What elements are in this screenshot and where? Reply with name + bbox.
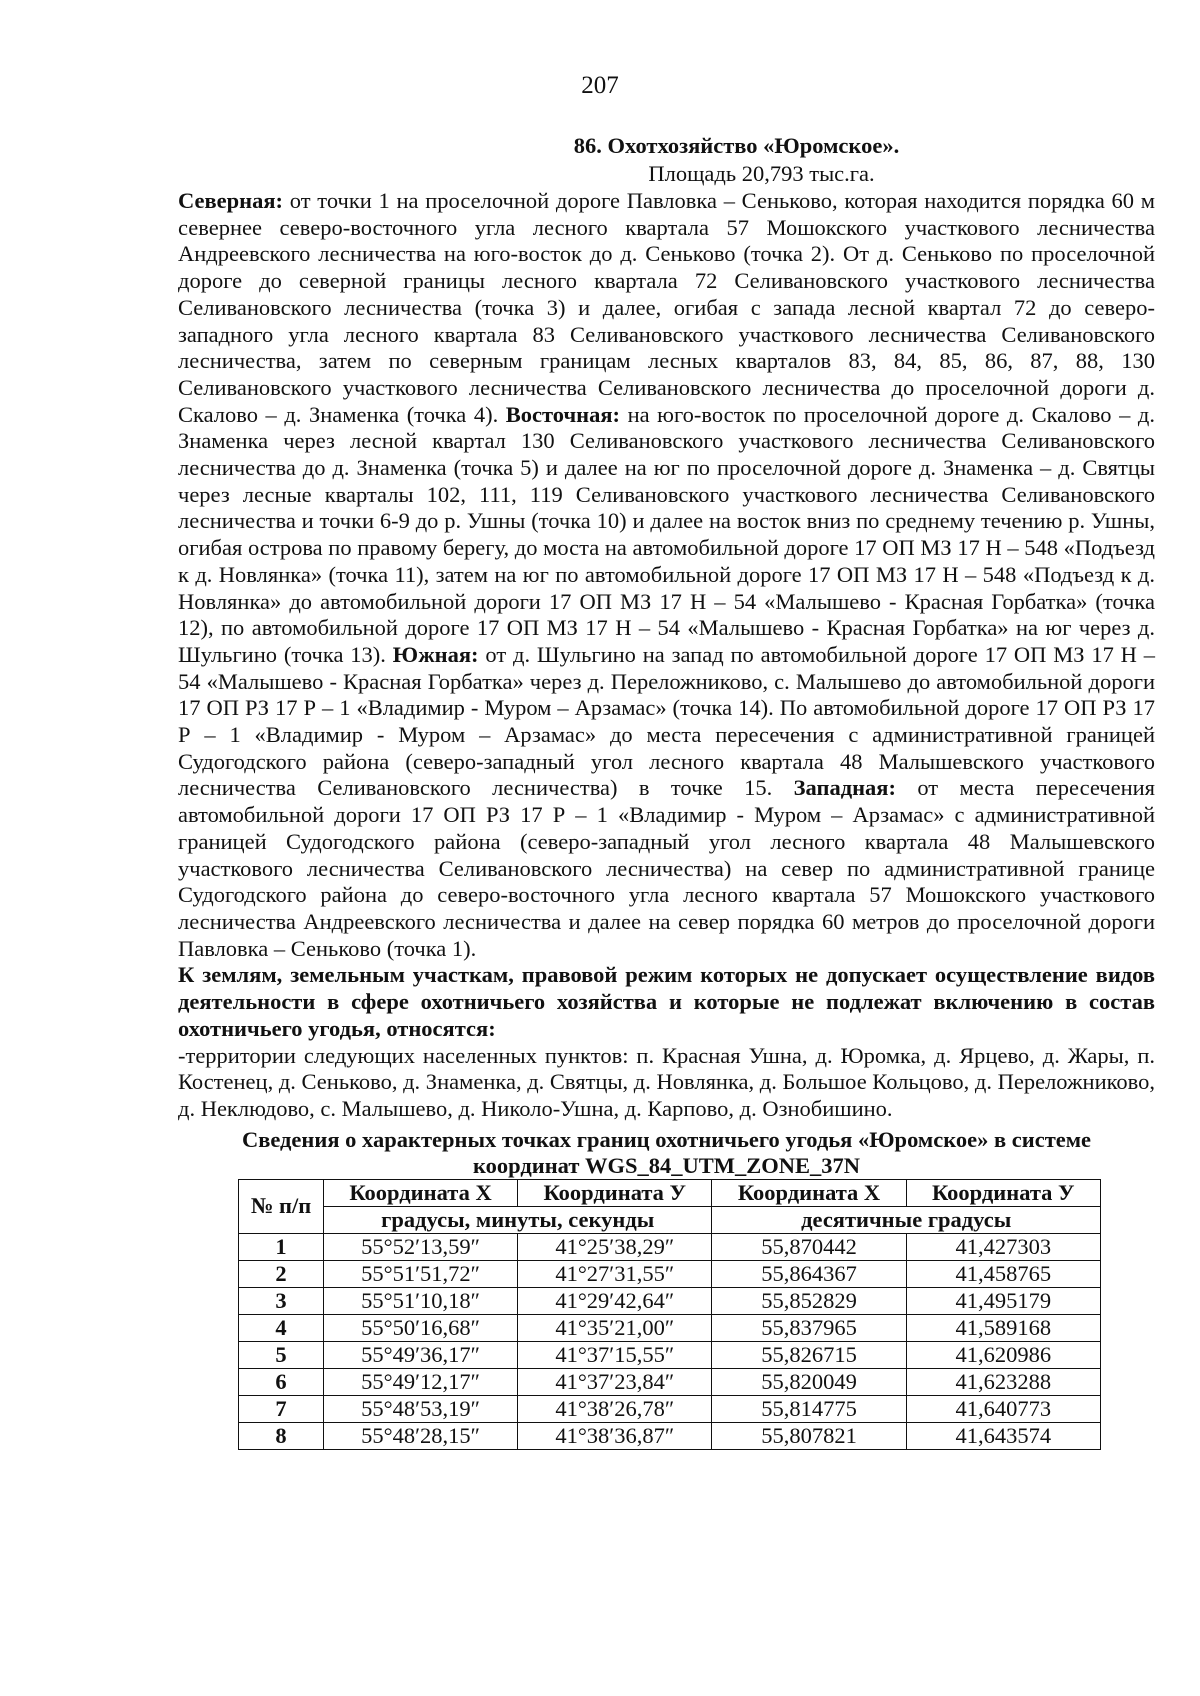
cell-y-dms: 41°29′42,64″ [518,1287,712,1314]
header-x-dms: Координата X [324,1179,518,1206]
west-text: от места пересечения автомобильной дороги 17 ОП РЗ 17 Р – 1 «Владимир - Муром – Арзамас» с административной границей Судогодского района (северо-западный угол лесного квартала 48 Малышевского участкового лесничества Селивановского лесничества) на север по административной границе Судогодского района до северо-восточного угла лесного квартала 57 Мошокского участкового лесничества Андреевского лесничества и далее на север порядка 60 метров до проселочной дороги Павловка – Сеньково (точка 1). [178,775,1155,961]
boundary-description [178,188,1155,962]
table-caption-line2: координат WGS_84_UTM_ZONE_37N [472,1152,861,1178]
row-number: 3 [239,1287,324,1314]
cell-x-dec: 55,826715 [712,1341,906,1368]
cell-x-dec: 55,864367 [712,1260,906,1287]
cell-y-dec: 41,589168 [906,1314,1100,1341]
table-body [239,1233,1101,1449]
row-number: 2 [239,1260,324,1287]
section-title: 86. Охотхозяйство «Юромское». [573,133,900,158]
header-y-dms: Координата У [518,1179,712,1206]
row-number: 5 [239,1341,324,1368]
table-row [239,1368,1101,1395]
table-row [239,1395,1101,1422]
table-row [239,1422,1101,1449]
south-label: Южная: [392,641,479,667]
table-row [239,1233,1101,1260]
table-subheader-row [239,1206,1101,1233]
cell-y-dec: 41,643574 [906,1422,1100,1449]
north-text: от точки 1 на проселочной дороге Павловка – Сеньково, которая находится порядка 60 м севернее северо-восточного угла лесного квартала 57 Мошокского участкового лесничества Андреевского лесничества на юго-восток до д. Сеньково (точка 2). От д. Сеньково по проселочной дороге до северной границы лесного квартала 72 Селивановского участкового лесничества Селивановского лесничества (точка 3) и далее, огибая с запада лесной квартал 72 до северо-западного угла лесного квартала 83 Селивановского участкового лесничества Селивановского лесничества, затем по северным границам лесных кварталов 83, 84, 85, 86, 87, 88, 130 Селивановского участкового лесничества Селивановского лесничества до проселочной дороги д. Скалово – д. Знаменка (точка 4). [178,188,1155,427]
cell-y-dms: 41°37′23,84″ [518,1368,712,1395]
table-row [239,1260,1101,1287]
cell-x-dec: 55,814775 [712,1395,906,1422]
cell-y-dec: 41,623288 [906,1368,1100,1395]
table-caption-line1: Сведения о характерных точках границ охотничьего угодья «Юромское» в системе [241,1126,1092,1152]
table-caption [178,1127,1155,1179]
cell-x-dec: 55,807821 [712,1422,906,1449]
exclusion-text: -территории следующих населенных пунктов: п. Красная Ушна, д. Юромка, д. Ярцево, д. Жары, п. Костенец, д. Сеньково, д. Знаменка, д. Святцы, д. Новлянка, д. Большое Кольцово, д. Переложниково, д. Неклюдово, с. Малышево, д. Николо-Ушна, д. Карпово, д. Ознобишино. [178,1042,1155,1121]
area-line: Площадь 20,793 тыс.га. [648,161,875,186]
row-number: 6 [239,1368,324,1395]
header-group-dms: градусы, минуты, секунды [324,1206,712,1233]
page-number: 207 [581,72,619,99]
row-number: 1 [239,1233,324,1260]
document-body [178,132,1155,1450]
header-x-dec: Координата X [712,1179,906,1206]
header-y-dec: Координата У [906,1179,1100,1206]
table-header-row [239,1179,1101,1206]
cell-y-dms: 41°35′21,00″ [518,1314,712,1341]
west-label: Западная: [793,775,896,801]
table-row [239,1287,1101,1314]
cell-y-dms: 41°38′36,87″ [518,1422,712,1449]
header-num: № п/п [239,1179,324,1233]
cell-y-dec: 41,495179 [906,1287,1100,1314]
cell-x-dms: 55°49′36,17″ [324,1341,518,1368]
cell-x-dms: 55°49′12,17″ [324,1368,518,1395]
cell-x-dms: 55°48′28,15″ [324,1422,518,1449]
east-label: Восточная: [505,401,621,427]
cell-y-dms: 41°37′15,55″ [518,1341,712,1368]
exclusion-heading: К землям, земельным участкам, правовой режим которых не допускает осуществление видов деятельности в сфере охотничьего хозяйства и которые не подлежат включению в состав охотничьего угодья, относятся: [178,962,1155,1041]
cell-y-dec: 41,427303 [906,1233,1100,1260]
cell-y-dec: 41,458765 [906,1260,1100,1287]
cell-y-dms: 41°25′38,29″ [518,1233,712,1260]
cell-y-dms: 41°38′26,78″ [518,1395,712,1422]
coordinates-table [238,1179,1101,1450]
cell-x-dms: 55°51′51,72″ [324,1260,518,1287]
cell-x-dms: 55°51′10,18″ [324,1287,518,1314]
header-group-dec: десятичные градусы [712,1206,1101,1233]
row-number: 8 [239,1422,324,1449]
cell-y-dec: 41,620986 [906,1341,1100,1368]
table-row [239,1341,1101,1368]
table-row [239,1314,1101,1341]
cell-y-dms: 41°27′31,55″ [518,1260,712,1287]
east-text: на юго-восток по проселочной дороге д. Скалово – д. Знаменка через лесной квартал 130 Селивановского участкового лесничества Селивановского лесничества до д. Знаменка (точка 5) и далее на юг по проселочной дороге д. Знаменка – д. Святцы через лесные кварталы 102, 111, 119 Селивановского участкового лесничества Селивановского лесничества и точки 6-9 до р. Ушны (точка 10) и далее на восток вниз по среднему течению р. Ушны, огибая острова по правому берегу, до моста на автомобильной дороге 17 ОП МЗ 17 Н – 548 «Подъезд к д. Новлянка» (точка 11), затем на юг по автомобильной дороге 17 ОП МЗ 17 Н – 548 «Подъезд к д. Новлянка» до автомобильной дороги 17 ОП МЗ 17 Н – 54 «Малышево - Красная Горбатка» (точка 12), по автомобильной дороге 17 ОП МЗ 17 Н – 54 «Малышево - Красная Горбатка» на юг через д. Шульгино (точка 13). [178,401,1155,667]
cell-x-dec: 55,852829 [712,1287,906,1314]
cell-x-dms: 55°52′13,59″ [324,1233,518,1260]
cell-x-dec: 55,837965 [712,1314,906,1341]
cell-x-dms: 55°48′53,19″ [324,1395,518,1422]
cell-x-dms: 55°50′16,68″ [324,1314,518,1341]
row-number: 4 [239,1314,324,1341]
cell-x-dec: 55,820049 [712,1368,906,1395]
cell-y-dec: 41,640773 [906,1395,1100,1422]
north-label: Северная: [178,188,284,213]
cell-x-dec: 55,870442 [712,1233,906,1260]
south-text: от д. Шульгино на запад по автомобильной дороге 17 ОП МЗ 17 Н – 54 «Малышево - Красная Горбатка» через д. Переложниково, с. Малышево до автомобильной дороги 17 ОП РЗ 17 Р – 1 «Владимир - Муром – Арзамас» (точка 14). По автомобильной дороге 17 ОП РЗ 17 Р – 1 «Владимир - Муром – Арзамас» до места пересечения с административной границей Судогодского района (северо-западный угол лесного квартала 48 Малышевского участкового лесничества Селивановского лесничества) в точке 15. [178,641,1156,801]
row-number: 7 [239,1395,324,1422]
